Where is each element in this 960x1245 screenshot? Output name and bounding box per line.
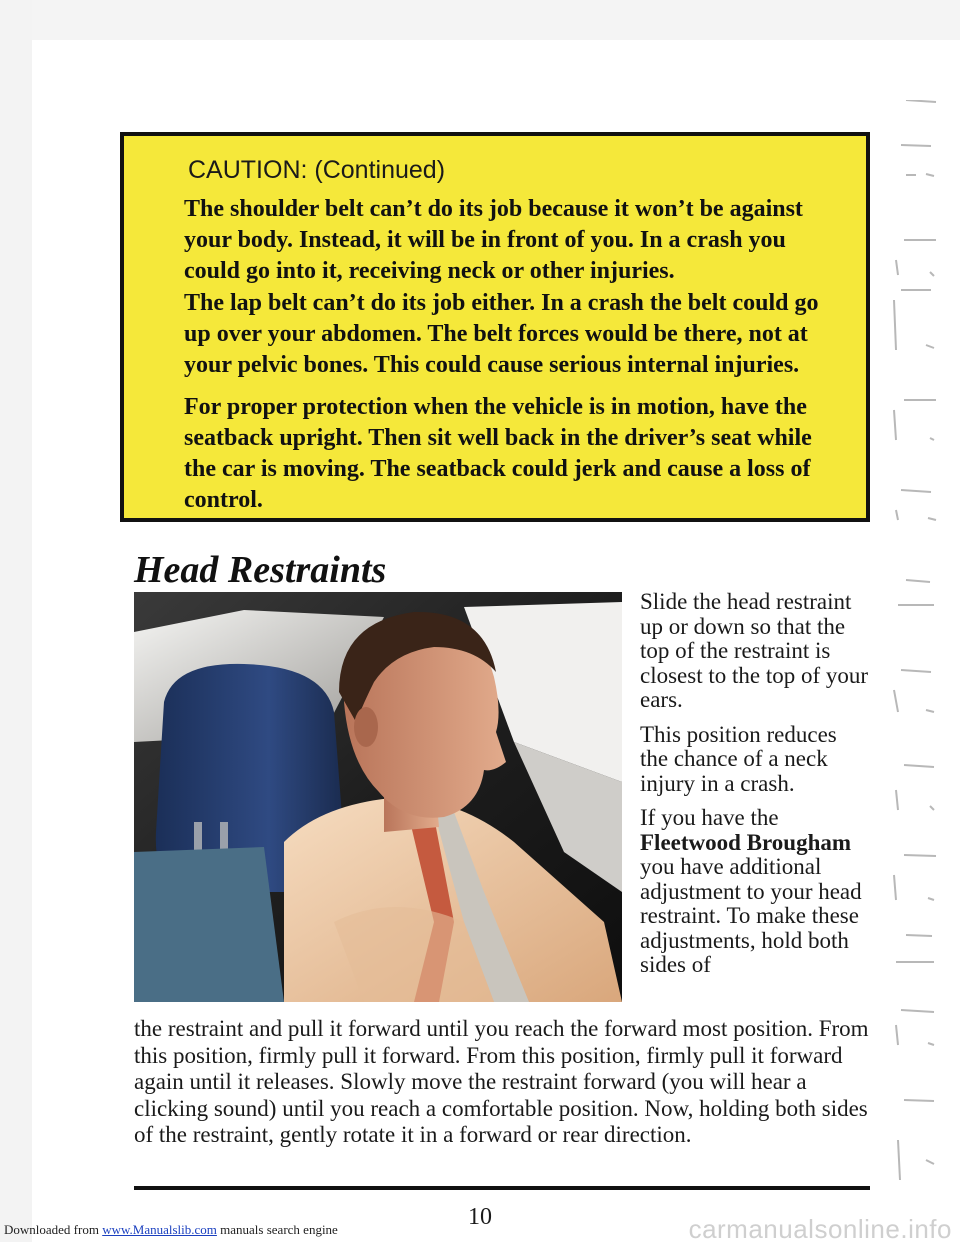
model-name: Fleetwood Brougham: [640, 829, 852, 855]
instruction-paragraph: Slide the head restraint up or down so that the top of the restraint is closest to the top of your ears.: [640, 589, 869, 712]
caution-box: [120, 132, 870, 522]
continued-paragraph: the restraint and pull it forward until you reach the forward most position. From this position, firmly pull it forward. From this position, firmly pull it forward again until it releases. Slowly move the restraint forward (you will hear a clicking sound) until you reach a comfortable position. Now, holding both sides of the restraint, gently rotate it in a forward or rear direction.: [134, 1016, 869, 1147]
instruction-paragraph: [640, 806, 870, 978]
instruction-paragraph: This position reduces the chance of a neck injury in a crash.: [640, 721, 837, 796]
caution-heading: CAUTION: (Continued): [188, 156, 446, 184]
paragraph-lead: If you have the: [640, 805, 779, 830]
credit-prefix: Downloaded from: [4, 1222, 99, 1237]
scan-top-margin: [0, 0, 960, 40]
caution-paragraph: The lap belt can’t do its job either. In a crash the belt could go up over your abdomen. The belt forces would be there, not at your pelvic bones. This could cause serious internal injuries.: [184, 290, 819, 378]
caution-paragraph: The shoulder belt can’t do its job because it won’t be against your body. Instead, it will be in front of you. In a crash you could go into it, receiving neck or other injuries.: [184, 196, 803, 284]
footer-rule: [134, 1186, 870, 1190]
scan-left-margin: [0, 0, 32, 1242]
credit-suffix: manuals search engine: [220, 1222, 338, 1237]
download-credit: [4, 1222, 338, 1238]
caution-paragraph: For proper protection when the vehicle is in motion, have the seatback upright. Then sit well back in the driver’s seat while the car is moving. The seatback could jerk and cause a loss of control.: [184, 394, 812, 513]
paragraph-rest: you have additional adjustment to your head restraint. To make these adjustments, hold both sides of: [640, 854, 862, 977]
page-number: 10: [468, 1204, 492, 1230]
head-restraint-illustration: [134, 592, 622, 1002]
side-text-column: [640, 590, 870, 988]
watermark: carmanualsonline.info: [688, 1214, 952, 1244]
section-title: Head Restraints: [134, 549, 387, 591]
page-edge-marks: [886, 100, 946, 1200]
manualslib-link[interactable]: www.Manualslib.com: [102, 1222, 217, 1237]
